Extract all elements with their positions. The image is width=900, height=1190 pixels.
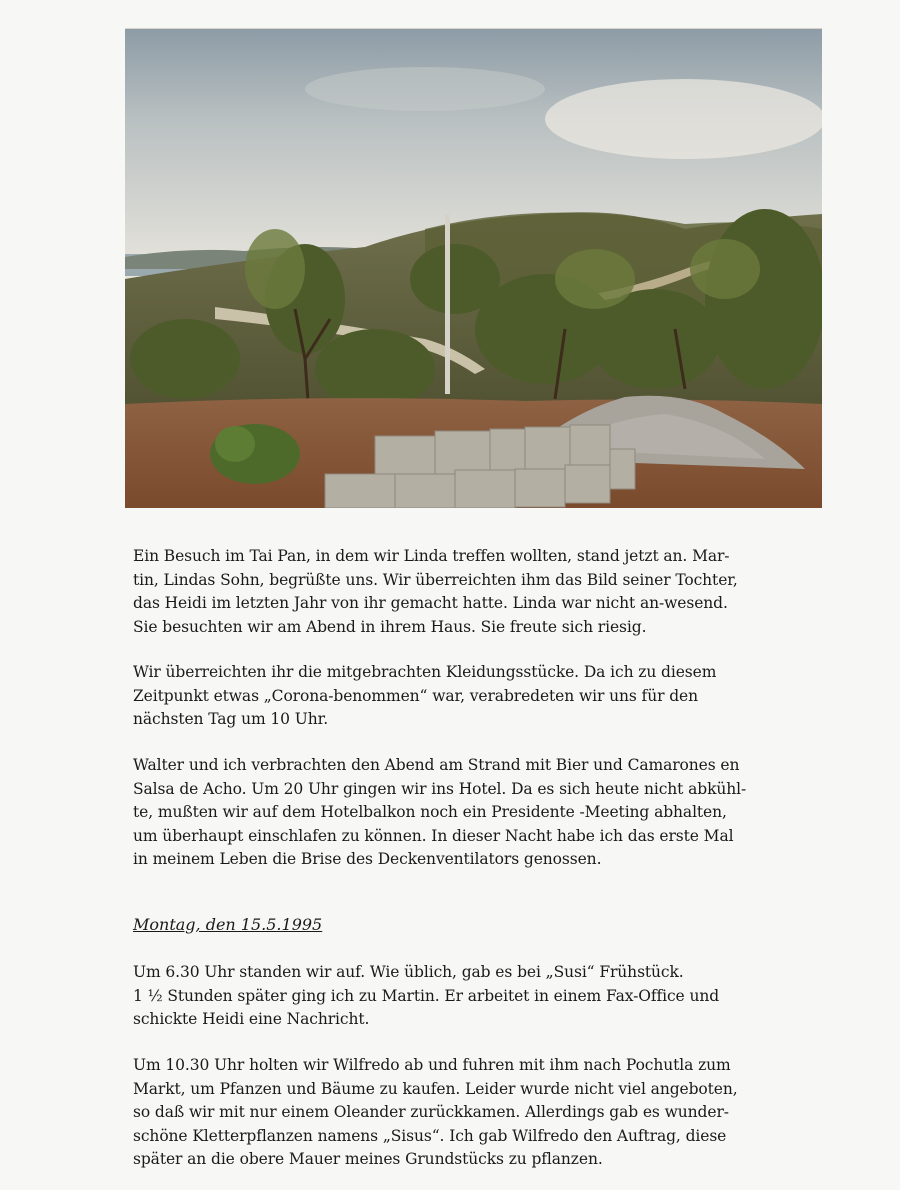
text-line: in meinem Leben die Brise des Deckenventilators genossen. — [133, 850, 602, 868]
text-line: 1 ½ Stunden später ging ich zu Martin. Er arbeitet in einem Fax-Office und — [133, 986, 720, 1005]
paragraph-clothing-gift — [133, 661, 781, 732]
text-line: später an die obere Mauer meines Grundstücks zu pflanzen. — [133, 1150, 603, 1168]
text-line: Zeitpunkt etwas „Corona-benommen“ war, verabredeten wir uns für den — [133, 686, 698, 705]
paragraph-breakfast — [133, 961, 781, 1032]
text-line: um überhaupt einschlafen zu können. In dieser Nacht habe ich das erste Mal — [133, 826, 734, 845]
date-heading: Montag, den 15.5.1995 — [133, 915, 323, 934]
text-line: Um 10.30 Uhr holten wir Wilfredo ab und fuhren mit ihm nach Pochutla zum — [133, 1056, 731, 1074]
text-line: Wir überreichten ihr die mitgebrachten Kleidungsstücke. Da ich zu diesem — [133, 663, 717, 681]
text-line: Markt, um Pfanzen und Bäume zu kaufen. Leider wurde nicht viel angeboten, — [133, 1079, 738, 1098]
text-line: nächsten Tag um 10 Uhr. — [133, 710, 329, 728]
text-line: Salsa de Acho. Um 20 Uhr gingen wir ins Hotel. Da es sich heute nicht abkühl- — [133, 779, 747, 798]
text-line: Ein Besuch im Tai Pan, in dem wir Linda treffen wollten, stand jetzt an. Mar- — [133, 547, 730, 565]
paragraph-evening-beach — [133, 754, 781, 872]
text-line: Sie besuchten wir am Abend in ihrem Haus. Sie freute sich riesig. — [133, 617, 647, 636]
paragraph-visit-tai-pan — [133, 545, 781, 639]
text-line: so daß wir mit nur einem Oleander zurückkamen. Allerdings gab es wunder- — [133, 1103, 729, 1121]
text-line: schickte Heidi eine Nachricht. — [133, 1010, 370, 1028]
utility-pole — [445, 214, 450, 394]
text-line: tin, Lindas Sohn, begrüßte uns. Wir überreichten ihm das Bild seiner Tochter, — [133, 570, 738, 589]
text-line: schöne Kletterpflanzen namens „Sisus“. Ich gab Wilfredo den Auftrag, diese — [133, 1126, 727, 1145]
landscape-photo — [125, 28, 822, 508]
text-line: Um 6.30 Uhr standen wir auf. Wie üblich, gab es bei „Susi“ Frühstück. — [133, 963, 684, 981]
text-line: te, mußten wir auf dem Hotelbalkon noch ein Presidente -Meeting abhalten, — [133, 803, 727, 821]
paragraph-market-pochutla — [133, 1054, 781, 1172]
text-line: Walter und ich verbrachten den Abend am Strand mit Bier und Camarones en — [133, 756, 740, 774]
text-line: das Heidi im letzten Jahr von ihr gemacht hatte. Linda war nicht an-wesend. — [133, 594, 728, 612]
